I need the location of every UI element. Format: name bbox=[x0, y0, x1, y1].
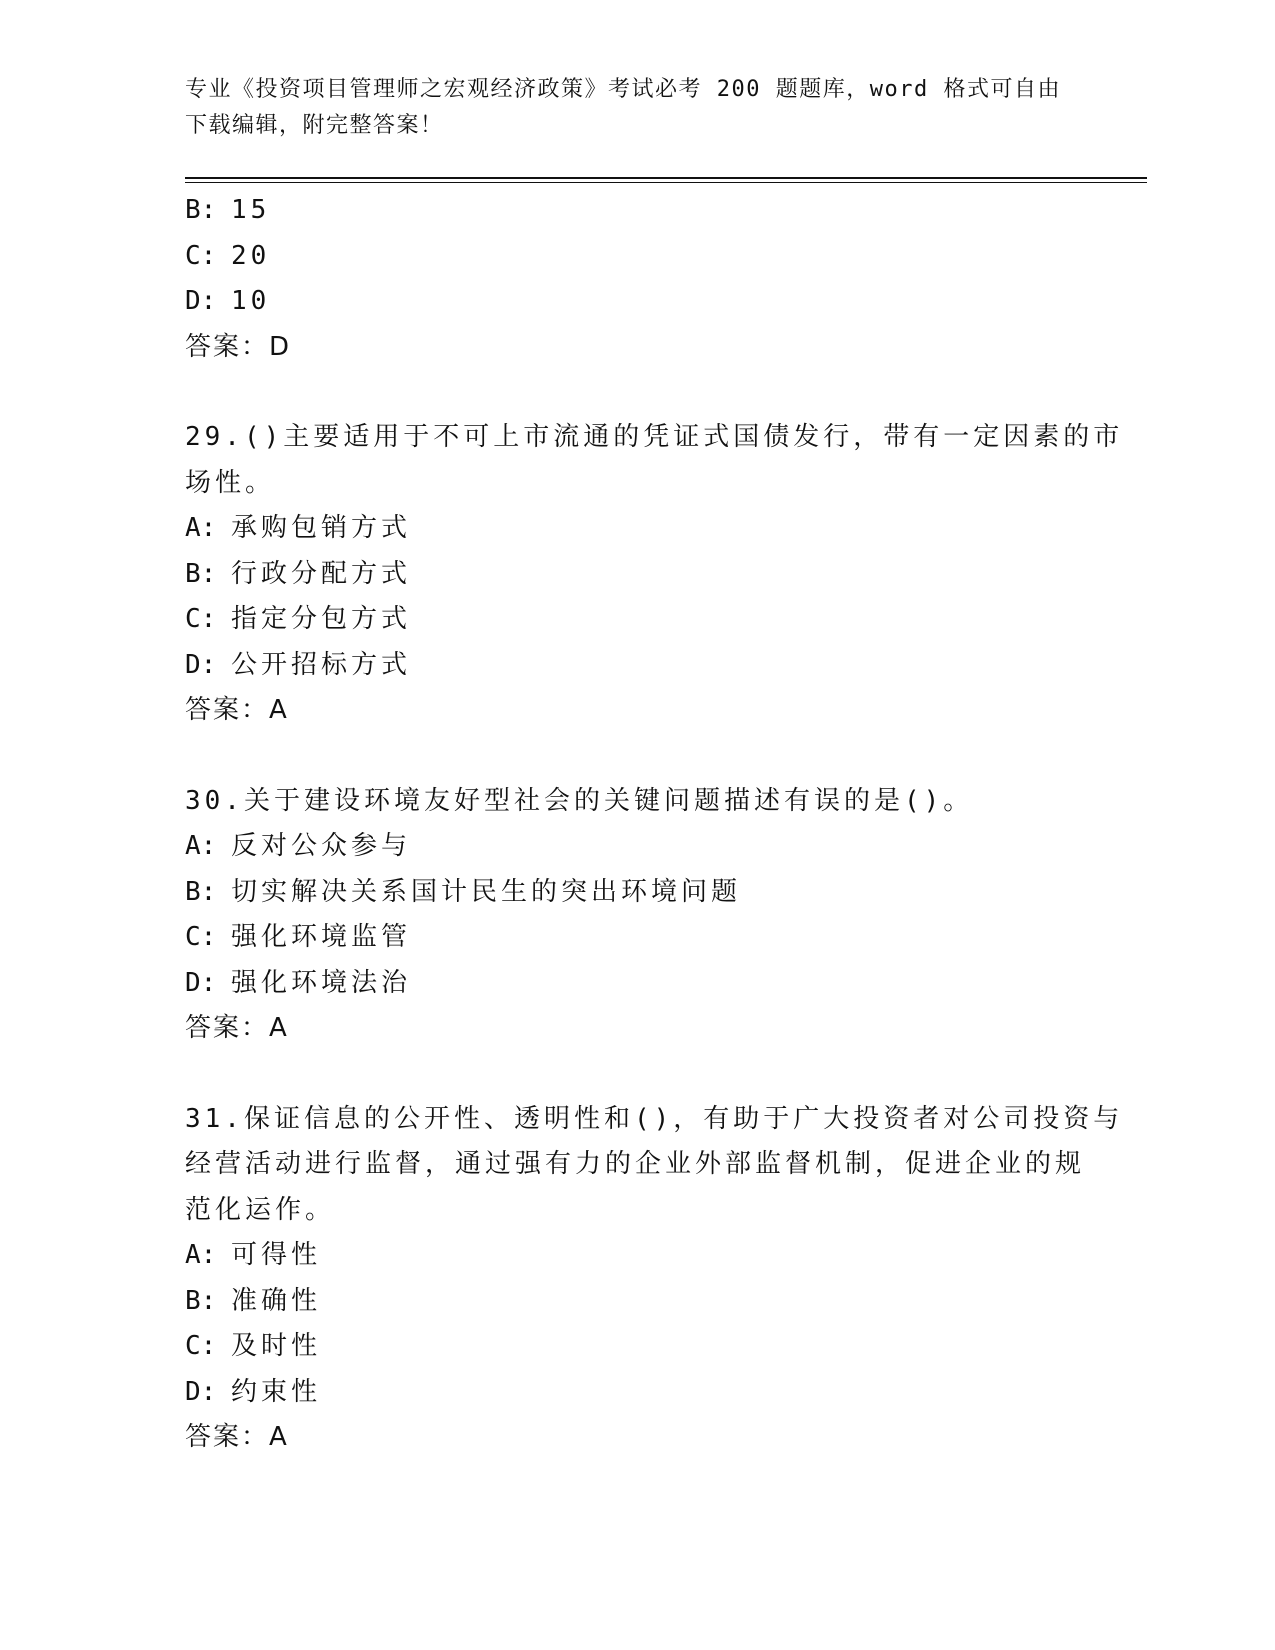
header-rule-thin bbox=[185, 182, 1147, 183]
question-text: 范化运作。 bbox=[185, 1194, 336, 1225]
answer-line: 答案：A bbox=[185, 1422, 289, 1452]
option-a: A: 可得性 bbox=[185, 1240, 322, 1270]
question-list bbox=[185, 188, 1124, 1461]
question-text: 29.()主要适用于不可上市流通的凭证式国债发行，带有一定因素的市 bbox=[185, 422, 1124, 452]
question-text: 经营活动进行监督，通过强有力的企业外部监督机制，促进企业的规 bbox=[185, 1149, 1086, 1179]
option-c: C: 20 bbox=[185, 240, 271, 271]
answer-line: 答案：A bbox=[185, 1013, 289, 1043]
option-d: D: 强化环境法治 bbox=[185, 967, 412, 998]
document-header bbox=[185, 72, 1065, 144]
header-rule-thick bbox=[185, 177, 1147, 179]
option-b: B: 准确性 bbox=[185, 1285, 322, 1316]
answer-line: 答案：D bbox=[185, 331, 292, 362]
option-a: A: 承购包销方式 bbox=[185, 513, 412, 543]
header-line-1: 专业《投资项目管理师之宏观经济政策》考试必考 200 题题库，word 格式可自由 bbox=[185, 77, 1061, 102]
prev-question-options bbox=[185, 188, 1085, 370]
option-d: D: 10 bbox=[185, 286, 271, 316]
question-30 bbox=[185, 779, 1085, 1052]
option-d: D: 公开招标方式 bbox=[185, 649, 412, 680]
question-text: 31.保证信息的公开性、透明性和()，有助于广大投资者对公司投资与 bbox=[185, 1103, 1124, 1134]
question-29 bbox=[185, 415, 1124, 734]
answer-line: 答案：A bbox=[185, 695, 289, 725]
option-b: B: 切实解决关系国计民生的突出环境问题 bbox=[185, 876, 742, 907]
question-text: 30.关于建设环境友好型社会的关键问题描述有误的是()。 bbox=[185, 785, 974, 816]
option-b: B: 行政分配方式 bbox=[185, 558, 412, 589]
question-text: 场性。 bbox=[185, 467, 276, 498]
question-31 bbox=[185, 1097, 1124, 1461]
option-a: A: 反对公众参与 bbox=[185, 831, 412, 861]
option-c: C: 指定分包方式 bbox=[185, 604, 412, 634]
option-c: C: 强化环境监管 bbox=[185, 922, 412, 952]
option-d: D: 约束性 bbox=[185, 1376, 322, 1407]
option-b: B: 15 bbox=[185, 195, 271, 225]
option-c: C: 及时性 bbox=[185, 1331, 322, 1361]
header-line-2: 下载编辑，附完整答案！ bbox=[185, 113, 444, 138]
